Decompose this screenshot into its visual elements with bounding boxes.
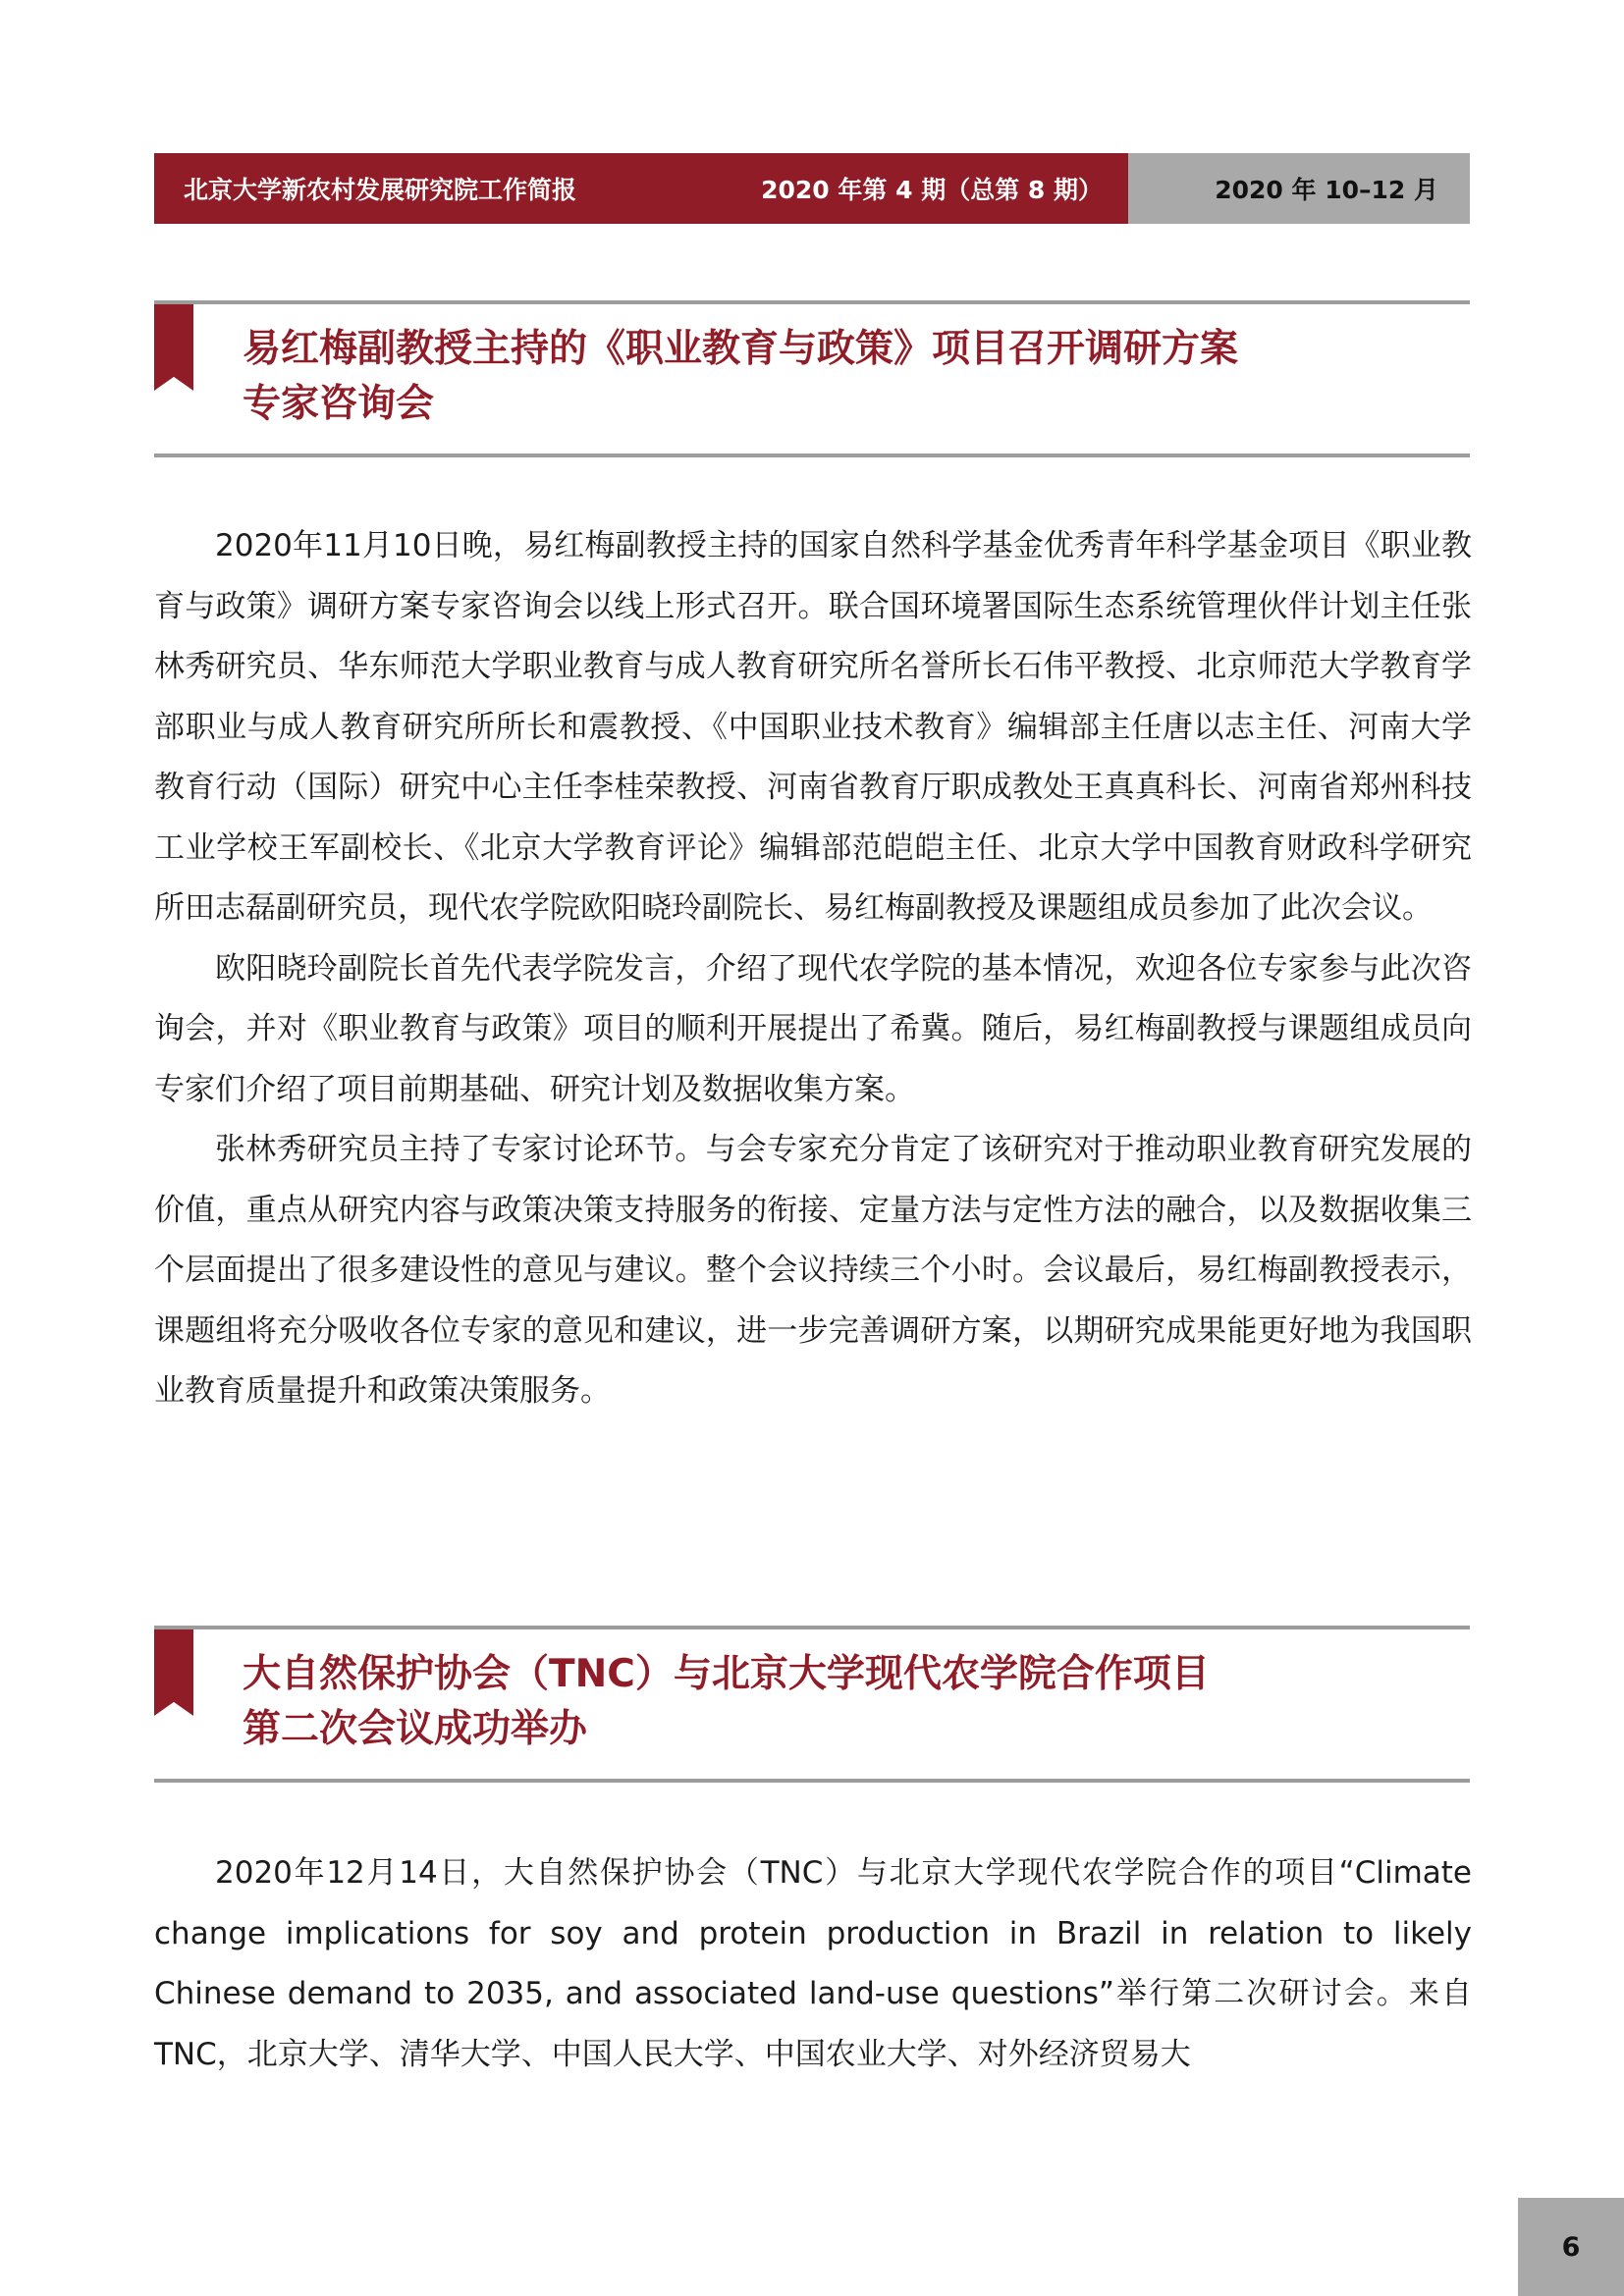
- section-title: [243, 1647, 1210, 1757]
- bookmark-ribbon-icon: [154, 1629, 193, 1716]
- section-body-2: [154, 1843, 1472, 2085]
- bookmark-ribbon-icon: [154, 304, 193, 391]
- header-grey-band: [1128, 153, 1470, 224]
- paragraph: 2020年12月14日，大自然保护协会（TNC）与北京大学现代农学院合作的项目“Climate change implications for soy and protein production in Brazil in relation to likely Chinese demand to 2035, and associated land-use questions”举行第二次研讨会。来自TNC，北京大学、清华大学、中国人民大学、中国农业大学、对外经济贸易大: [154, 1855, 1472, 2072]
- publication-name: 北京大学新农村发展研究院工作简报: [184, 176, 577, 204]
- section-title-line: 专家咨询会: [243, 382, 435, 426]
- header-red-band: [154, 153, 1128, 224]
- heading-rule-bottom: [154, 454, 1470, 457]
- issue-label: 2020 年第 4 期（总第 8 期）: [761, 176, 1103, 204]
- section-body-1: [154, 516, 1472, 1422]
- date-range: 2020 年 10–12 月: [1215, 176, 1438, 204]
- page-number: 6: [1518, 2198, 1624, 2296]
- section-heading-2: [154, 1626, 1470, 1787]
- heading-rule-bottom: [154, 1779, 1470, 1783]
- section-title-line: 易红梅副教授主持的《职业教育与政策》项目召开调研方案: [243, 327, 1239, 371]
- paragraph: 张林秀研究员主持了专家讨论环节。与会专家充分肯定了该研究对于推动职业教育研究发展的价值，重点从研究内容与政策决策支持服务的衔接、定量方法与定性方法的融合，以及数据收集三个层面提出了很多建设性的意见与建议。整个会议持续三个小时。会议最后，易红梅副教授表示，课题组将充分吸收各位专家的意见和建议，进一步完善调研方案，以期研究成果能更好地为我国职业教育质量提升和政策决策服务。: [154, 1132, 1472, 1409]
- section-title: [243, 322, 1238, 432]
- paragraph: 2020年11月10日晚，易红梅副教授主持的国家自然科学基金优秀青年科学基金项目《职业教育与政策》调研方案专家咨询会以线上形式召开。联合国环境署国际生态系统管理伙伴计划主任张林秀研究员、华东师范大学职业教育与成人教育研究所名誉所长石伟平教授、北京师范大学教育学部职业与成人教育研究所所长和震教授、《中国职业技术教育》编辑部主任唐以志主任、河南大学教育行动（国际）研究中心主任李桂荣教授、河南省教育厅职成教处王真真科长、河南省郑州科技工业学校王军副校长、《北京大学教育评论》编辑部范皑皑主任、北京大学中国教育财政科学研究所田志磊副研究员，现代农学院欧阳晓玲副院长、易红梅副教授及课题组成员参加了此次会议。: [154, 528, 1473, 926]
- paragraph: 欧阳晓玲副院长首先代表学院发言，介绍了现代农学院的基本情况，欢迎各位专家参与此次咨询会，并对《职业教育与政策》项目的顺利开展提出了希冀。随后，易红梅副教授与课题组成员向专家们介绍了项目前期基础、研究计划及数据收集方案。: [154, 950, 1472, 1107]
- section-heading-1: [154, 300, 1470, 461]
- page-header: [154, 153, 1470, 224]
- section-title-line: 第二次会议成功举办: [243, 1707, 588, 1751]
- section-title-line: 大自然保护协会（TNC）与北京大学现代农学院合作项目: [243, 1652, 1210, 1696]
- heading-rule-top: [154, 300, 1470, 304]
- heading-rule-top: [154, 1626, 1470, 1629]
